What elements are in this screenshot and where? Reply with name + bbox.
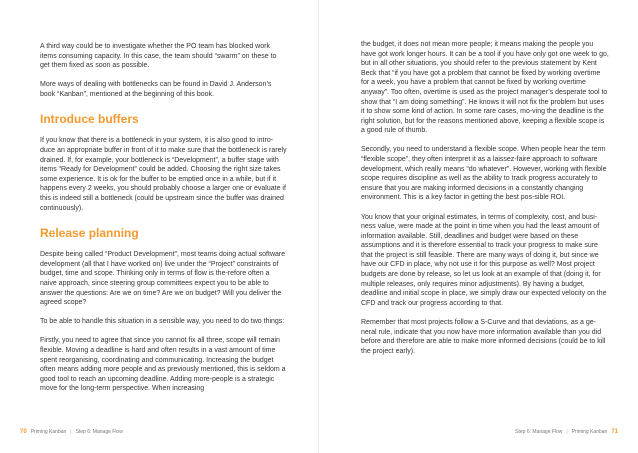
page-number-right: 71 bbox=[611, 429, 618, 435]
right-text-column bbox=[361, 40, 609, 366]
paragraph-anderson: More ways of dealing with bottlenecks can be found in David J. Anderson’s book “Kanban”, mentioned at the beginning of this book. bbox=[40, 81, 272, 98]
footer-separator: | bbox=[566, 429, 568, 435]
paragraph-swarm: A third way could be to investigate whether the PO team has blocked work items consuming capacity. In this case, the team should “swarm” on these to get them fixed as soon as possible. bbox=[40, 43, 277, 70]
heading-release-planning: Release planning bbox=[40, 226, 139, 241]
paragraph-budget: the budget, it does not mean more people; it means making the people you have got work longer hours. It can be a tool if you have only got one week to go, but in all other situations, you should refer to the previous statement by Kent Beck that “if you have got a problem that cannot be fixed by working overtime for a week, you have a problem that cannot be fixed by working overtime anyway”. Too often, overtime is used as the project manager’s desperate tool to show that “I am doing something”. He knows it will not fix the problem but uses it to show some kind of action. In some rare cases, mo-ving the deadline is the right solution, but for the reasons mentioned above, keeping a flexible scope is a good rule of thumb. bbox=[361, 41, 609, 135]
footer-chapter: Step 6: Manage Flow bbox=[75, 429, 123, 435]
paragraph-s-curve: Remember that most projects follow a S-Curve and that deviations, as a ge-neral rule, indicate that you now have more information available than you did before and therefore are able to make more informed decisions (could be to kill the project early). bbox=[361, 318, 606, 355]
footer-chapter: Step 6: Manage Flow bbox=[515, 429, 563, 435]
footer-book-title: Priming Kanban bbox=[571, 429, 608, 435]
footer-separator: | bbox=[70, 429, 72, 435]
paragraph-buffers: If you know that there is a bottleneck in your system, it is also good to intro-duce an appropriate buffer in front of it to make sure that the bottleneck is rarely drained. If, for example, your bottleneck is “Development”, a buffer stage with items “Ready for Development” could be added. Choosing the right size takes some experience. It is ok for the buffer to be emptied once in a while, but if it happens every 2 weeks, you should probably choose a larger one or evaluate if this is indeed still a bottleneck (could be upstream since the buffer was drained continuously). bbox=[40, 137, 287, 212]
paragraph-two-things: To be able to handle this situation in a sensible way, you need to do two things: bbox=[40, 318, 285, 326]
footer-book-title: Priming Kanban bbox=[30, 429, 67, 435]
page-number-left: 70 bbox=[20, 429, 27, 435]
left-footer bbox=[20, 429, 123, 435]
paragraph-understand-flexible-scope: Secondly, you need to understand a flexible scope. When people hear the term “flexible scope”, they often interpret it as a laissez-faire approach to software development, which really means “do whatever”. However, working with flexible scope requires discipline as well as the ability to track progress accurately to ensure that you are making informed decisions in a constantly changing environment. This is a key factor in getting the best pos-sible ROI. bbox=[361, 146, 607, 202]
paragraph-original-estimates: You know that your original estimates, in terms of complexity, cost, and busi-ness value, were made at the point in time when you had the least amount of information available. Still, deadlines and budget were based on these assumptions and it is therefore essential to track your progress to make sure that the project is still feasible. There are many ways of doing it, but since we have our CFD in place, why not use it for this purpose as well? Most project budgets are done by release, so let us look at an example of that (doing it, for multiple releases, only requires minor adjustments). By having a budget, deadline and initial scope in place, we simply draw our expected velocity on the CFD and track our progress according to that. bbox=[361, 213, 607, 307]
right-footer bbox=[515, 429, 618, 435]
left-text-column bbox=[40, 42, 288, 403]
paragraph-flexible-scope: Firstly, you need to agree that since you cannot fix all three, scope will remain flexible. Moving a deadline is hard and often results in a vast amount of time spent reorganising, coordinating and communicating. Increasing the budget often means adding more people and as previously mentioned, this is seldom a good tool to reach an upcoming deadline. Adding more-people is a strategic move for the long-term perspective. When increasing bbox=[40, 337, 286, 393]
paragraph-product-development: Despite being called “Product Development”, most teams doing actual software development (all that I have worked on) live under the “Project” constraints of budget, time and scope. Thinking only in terms of flow is the-refore often a naive approach, since steering group committees expect you to be able to answer the questions: Are we on time? Are we on budget? Will you deliver the agreed scope? bbox=[40, 251, 286, 307]
heading-introduce-buffers: Introduce buffers bbox=[40, 112, 139, 127]
right-page bbox=[319, 0, 638, 453]
